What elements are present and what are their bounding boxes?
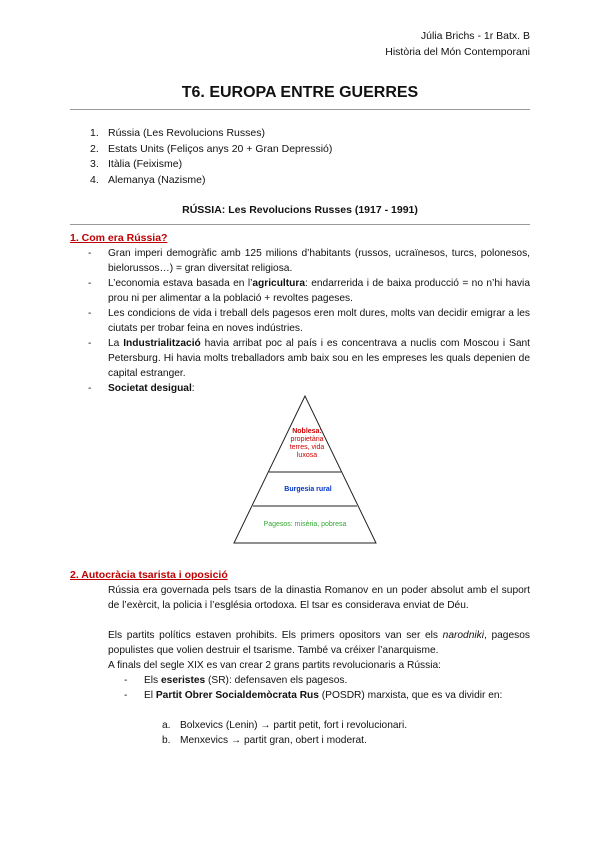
- bullet-3-text: Les condicions de vida i treball dels pagesos eren molt dures, molts van decidir emigrar a les ciutats per trobar feina en noves indústries.: [108, 308, 530, 334]
- bullet-4: [88, 336, 530, 381]
- s2-p2-pre: Els partits polítics estaven prohibits. Els primers opositors van ser els: [108, 630, 443, 641]
- pyramid-top-line: luxosa: [296, 452, 318, 459]
- s2-p2-post: , pagesos populistes que volien destruir el tsarisme. També va créixer l’anarquisme.: [108, 630, 530, 656]
- society-pyramid: [230, 393, 380, 548]
- bullet-3: [88, 306, 530, 336]
- pyramid-bottom-label: Pagesos: misèria, pobresa: [263, 521, 347, 528]
- section-title: RÚSSIA: Les Revolucions Russes (1917 - 1991): [182, 204, 418, 216]
- bullet-4-bold: Industrialització: [123, 338, 201, 349]
- s2-paragraph-1: Rússia era governada pels tsars de la dinastia Romanov en un poder absolut amb el suport de l’exèrcit, la policia i l’església ortodoxa. El tsar es considerava enviat de Déu.: [108, 585, 530, 611]
- section-rule: [70, 224, 530, 225]
- sub2-pre: El: [144, 690, 156, 701]
- toc-list: [90, 126, 332, 188]
- bullet-1: [88, 246, 530, 276]
- s2-p2-italic: narodniki: [442, 630, 484, 641]
- pyramid-top-line: propietària: [290, 436, 324, 443]
- toc-item: [90, 157, 332, 173]
- dash: -: [124, 690, 128, 701]
- title-rule: [70, 109, 530, 110]
- subsub-label: b.: [162, 735, 171, 746]
- dash: -: [88, 308, 92, 319]
- dash: -: [88, 278, 92, 289]
- dash: -: [88, 383, 92, 394]
- bullet-2: [88, 276, 530, 306]
- toc-label: Estats Units (Feliços anys 20 + Gran Depressió): [108, 142, 333, 155]
- sub1-bold: eseristes: [160, 675, 206, 686]
- subsub-text: Menxevics → partit gran, obert i moderat.: [180, 735, 367, 746]
- toc-item: [90, 126, 332, 142]
- bullet-4-pre: La: [108, 338, 124, 349]
- s2-paragraph-3: A finals del segle XIX es van crear 2 grans partits revolucionaris a Rússia:: [108, 660, 441, 671]
- bullet-2-bold: agricultura: [252, 278, 306, 289]
- subsub-item-a: [162, 718, 408, 733]
- bullet-2-post: : endarrerida i de baixa producció = no n’hi havia prou ni per alimentar a la població + revoltes pageses.: [108, 278, 530, 304]
- toc-label: Rússia (Les Revolucions Russes): [108, 127, 265, 139]
- toc-item: [90, 173, 332, 189]
- s2-sub-item-1: [124, 673, 530, 688]
- toc-item: [90, 142, 332, 158]
- header-subject: Història del Món Contemporani: [385, 46, 530, 58]
- header-author: Júlia Brichs - 1r Batx. B: [420, 30, 530, 42]
- toc-num: 4.: [90, 173, 99, 186]
- sub2-post: (POSDR) marxista, que es va dividir en:: [318, 690, 503, 701]
- pyramid-top-line: Noblesa:: [292, 428, 322, 435]
- section-2-heading: [70, 569, 228, 581]
- dash: -: [124, 675, 128, 686]
- section-1-heading-text: 1. Com era Rússia?: [70, 232, 168, 244]
- toc-num: 2.: [90, 142, 99, 155]
- bullet-1-text: Gran imperi demogràfic amb 125 milions d’habitants (russos, ucraïnesos, turcs, polonesos, bielorussos…) = gran diversitat religiosa.: [108, 248, 530, 274]
- toc-label: Itàlia (Feixisme): [108, 158, 183, 170]
- bullet-5-bold: Societat desigual: [108, 383, 192, 394]
- bullet-2-pre: L’economia estava basada en l’: [108, 278, 253, 289]
- subsub-label: a.: [162, 720, 171, 731]
- toc-num: 1.: [90, 127, 99, 139]
- pyramid-top-line: terres, vida: [289, 444, 325, 451]
- sub1-post: (SR): defensaven els pagesos.: [205, 675, 348, 686]
- s2-sub-item-2: [124, 688, 530, 703]
- toc-num: 3.: [90, 158, 99, 170]
- page-title: T6. EUROPA ENTRE GUERRES: [181, 84, 419, 101]
- sub1-pre: Els: [144, 675, 161, 686]
- pyramid-middle-label: Burgesia rural: [284, 486, 332, 493]
- toc-label: Alemanya (Nazisme): [108, 173, 206, 186]
- s2-paragraph-2: [108, 628, 530, 658]
- dash: -: [88, 338, 92, 349]
- subsub-item-b: [162, 733, 367, 748]
- bullet-5-post: :: [191, 383, 195, 394]
- subsub-text: Bolxevics (Lenin) → partit petit, fort i revolucionari.: [180, 720, 408, 731]
- sub2-bold: Partit Obrer Socialdemòcrata Rus: [155, 690, 319, 701]
- section-2-heading-text: 2. Autocràcia tsarista i oposició: [70, 569, 228, 581]
- dash: -: [88, 248, 92, 259]
- bullet-4-post: havia arribat poc al país i es concentrava a nuclis com Moscou i Sant Petersburg. Hi havia molts treballadors amb baix sou en les empreses les quals depenien de capital estranger.: [108, 338, 530, 379]
- section-1-heading: [70, 232, 167, 244]
